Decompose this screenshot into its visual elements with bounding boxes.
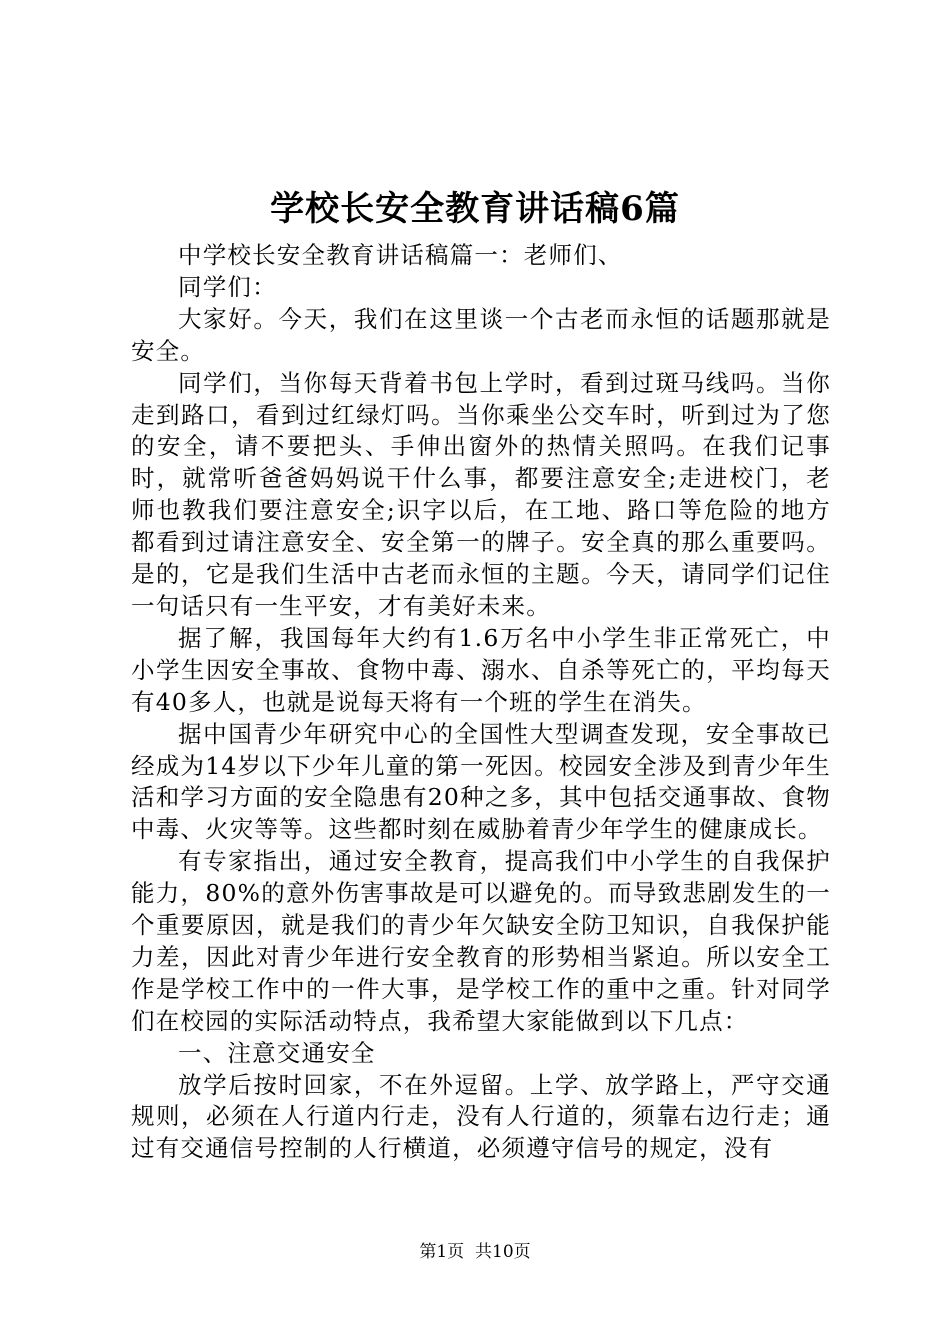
paragraph-intro: 大家好。今天，我们在这里谈一个古老而永恒的话题那就是安全。 xyxy=(131,304,831,365)
paragraph-statistics: 据了解，我国每年大约有1.6万名中小学生非正常死亡，中小学生因安全事故、食物中毒、溺水、自杀等死亡的，平均每天有40多人，也就是说每天将有一个班的学生在消失。 xyxy=(131,623,831,716)
page-number: 第1页 xyxy=(419,1242,465,1262)
page-total: 共10页 xyxy=(475,1242,531,1262)
paragraph-survey: 据中国青少年研究中心的全国性大型调查发现，安全事故已经成为14岁以下少年儿童的第一死因。校园安全涉及到青少年生活和学习方面的安全隐患有20种之多，其中包括交通事故、食物中毒、火灾等等。这些都时刻在威胁着青少年学生的健康成长。 xyxy=(131,719,831,844)
paragraph-greeting-teachers: 中学校长安全教育讲话稿篇一：老师们、 xyxy=(178,241,623,269)
document-title: 学校长安全教育讲话稿6篇 xyxy=(270,189,680,229)
document-body xyxy=(131,240,831,1165)
page-footer xyxy=(0,1240,950,1264)
paragraph-expert-opinion: 有专家指出，通过安全教育，提高我们中小学生的自我保护能力，80%的意外伤害事故是可以避免的。而导致悲剧发生的一个重要原因，就是我们的青少年欠缺安全防卫知识，自我保护能力差，因此对青少年进行安全教育的形势相当紧迫。所以安全工作是学校工作中的一件大事，是学校工作的重中之重。针对同学们在校园的实际活动特点，我希望大家能做到以下几点： xyxy=(131,847,831,1035)
paragraph-traffic-rules: 放学后按时回家，不在外逗留。上学、放学路上，严守交通规则，必须在人行道内行走，没有人行道的，须靠右边行走；通过有交通信号控制的人行横道，必须遵守信号的规定，没有 xyxy=(131,1070,831,1163)
paragraph-everyday-safety: 同学们，当你每天背着书包上学时，看到过斑马线吗。当你走到路口，看到过红绿灯吗。当你乘坐公交车时，听到过为了您的安全，请不要把头、手伸出窗外的热情关照吗。在我们记事时，就常听爸爸妈妈说干什么事，都要注意安全;走进校门，老师也教我们要注意安全;识字以后，在工地、路口等危险的地方都看到过请注意安全、安全第一的牌子。安全真的那么重要吗。是的，它是我们生活中古老而永恒的主题。今天，请同学们记住一句话只有一生平安，才有美好未来。 xyxy=(131,368,831,620)
paragraph-greeting-students: 同学们： xyxy=(178,272,277,301)
section-heading-traffic-safety: 一、注意交通安全 xyxy=(178,1038,376,1067)
